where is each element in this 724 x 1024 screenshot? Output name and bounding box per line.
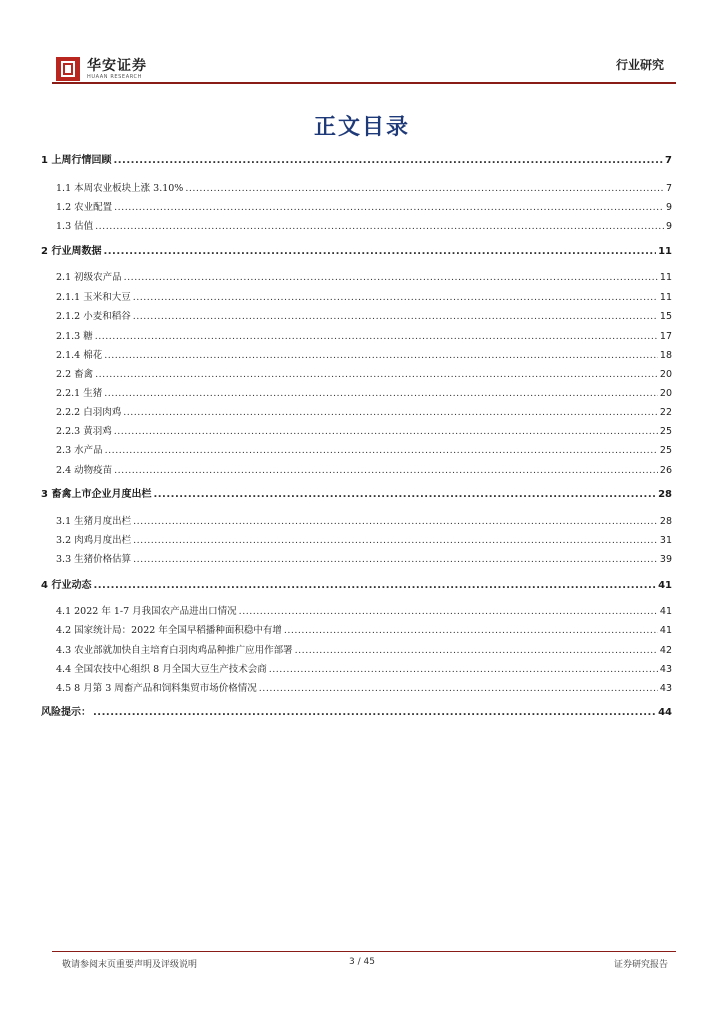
toc-dot-leader: [153, 489, 656, 500]
toc-entry-label: 风险提示：: [41, 707, 91, 718]
toc-page-number: 11: [659, 272, 672, 283]
company-logo: [56, 57, 147, 81]
toc-section-entry[interactable]: [41, 702, 672, 718]
toc-subsection-entry[interactable]: [41, 421, 672, 437]
toc-page-number: 31: [659, 535, 672, 546]
toc-entry-label: 2.4 动物疫苗: [56, 465, 113, 476]
toc-entry-label: 1.2 农业配置: [56, 202, 113, 213]
toc-dot-leader: [133, 292, 658, 303]
toc-dot-leader: [185, 183, 664, 194]
toc-entry-label: 2.2.1 生猪: [56, 388, 103, 399]
toc-entry-label: 2.1.3 糖: [56, 331, 93, 342]
toc-dot-leader: [239, 606, 658, 617]
toc-page-number: 41: [659, 606, 672, 617]
toc-dot-leader: [114, 465, 658, 476]
toc-dot-leader: [113, 155, 663, 166]
toc-subsection-entry[interactable]: [41, 620, 672, 636]
toc-subsection-entry[interactable]: [41, 364, 672, 380]
toc-page-number: 15: [659, 311, 672, 322]
toc-subsection-entry[interactable]: [41, 530, 672, 546]
toc-subsection-entry[interactable]: [41, 306, 672, 322]
toc-dot-leader: [259, 683, 658, 694]
toc-entry-label: 3.2 肉鸡月度出栏: [56, 535, 132, 546]
toc-dot-leader: [133, 535, 658, 546]
toc-page-number: 41: [659, 625, 672, 636]
toc-dot-leader: [105, 445, 658, 456]
toc-page-number: 7: [665, 183, 672, 194]
toc-page-number: 11: [658, 246, 672, 257]
toc-subsection-entry[interactable]: [41, 440, 672, 456]
brand-name-cn: 华安证券: [87, 57, 147, 74]
toc-entry-label: 2.1.1 玉米和大豆: [56, 292, 131, 303]
toc-subsection-entry[interactable]: [41, 345, 672, 361]
brand-text: [87, 58, 147, 81]
toc-subsection-entry[interactable]: [41, 549, 672, 565]
toc-entry-label: 1.1 本周农业板块上涨 3.10%: [56, 183, 184, 194]
toc-dot-leader: [104, 350, 658, 361]
toc-page-number: 11: [659, 292, 672, 303]
toc-dot-leader: [95, 221, 664, 232]
toc-entry-label: 3.1 生猪月度出栏: [56, 516, 132, 527]
toc-section-entry[interactable]: [41, 575, 672, 591]
toc-subsection-entry[interactable]: [41, 659, 672, 675]
toc-page-number: 20: [659, 369, 672, 380]
toc-entry-label: 3 畜禽上市企业月度出栏: [41, 489, 152, 500]
toc-page-number: 25: [659, 426, 672, 437]
toc-dot-leader: [269, 664, 658, 675]
toc-page-number: 42: [659, 645, 672, 656]
toc-dot-leader: [93, 580, 656, 591]
header-divider: [52, 82, 676, 84]
toc-page-number: 18: [659, 350, 672, 361]
toc-section-entry[interactable]: [41, 150, 672, 166]
footer-doc-type: 证券研究报告: [613, 960, 668, 970]
toc-page-number: 9: [665, 202, 672, 213]
toc-subsection-entry[interactable]: [41, 287, 672, 303]
toc-page-number: 39: [659, 554, 672, 565]
toc-entry-label: 4.4 全国农技中心组织 8 月全国大豆生产技术会商: [56, 664, 267, 675]
toc-entry-label: 2.1.4 棉花: [56, 350, 103, 361]
toc-entry-label: 4 行业动态: [41, 580, 92, 591]
toc-page-number: 43: [659, 664, 672, 675]
toc-entry-label: 4.3 农业部就加快自主培育白羽肉鸡品种推广应用作部署: [56, 645, 293, 656]
toc-page-number: 7: [665, 155, 672, 166]
toc-subsection-entry[interactable]: [41, 460, 672, 476]
toc-entry-label: 2.2.3 黄羽鸡: [56, 426, 112, 437]
toc-page-number: 25: [659, 445, 672, 456]
toc-page-number: 28: [659, 516, 672, 527]
toc-page-number: 26: [659, 465, 672, 476]
toc-entry-label: 4.1 2022 年 1-7 月我国农产品进出口情况: [56, 606, 237, 617]
toc-dot-leader: [124, 272, 658, 283]
toc-dot-leader: [114, 202, 664, 213]
toc-page-number: 22: [659, 407, 672, 418]
toc-page-number: 28: [658, 489, 672, 500]
toc-entry-label: 2.1 初级农产品: [56, 272, 122, 283]
huaan-seal-icon: [56, 57, 80, 81]
toc-page-number: 41: [658, 580, 672, 591]
toc-subsection-entry[interactable]: [41, 383, 672, 399]
toc-page-number: 9: [665, 221, 672, 232]
toc-subsection-entry[interactable]: [41, 640, 672, 656]
toc-dot-leader: [103, 246, 656, 257]
toc-dot-leader: [104, 388, 658, 399]
toc-subsection-entry[interactable]: [41, 511, 672, 527]
toc-entry-label: 3.3 生猪价格估算: [56, 554, 132, 565]
toc-page-number: 44: [658, 707, 672, 718]
toc-subsection-entry[interactable]: [41, 601, 672, 617]
toc-subsection-entry[interactable]: [41, 178, 672, 194]
toc-dot-leader: [114, 426, 658, 437]
toc-entry-label: 2.2 畜禽: [56, 369, 94, 380]
toc-dot-leader: [133, 516, 658, 527]
toc-dot-leader: [93, 707, 656, 718]
toc-section-entry[interactable]: [41, 241, 672, 257]
toc-entry-label: 1 上周行情回顾: [41, 155, 112, 166]
toc-subsection-entry[interactable]: [41, 678, 672, 694]
brand-name-en: HUAAN RESEARCH: [87, 73, 142, 80]
toc-subsection-entry[interactable]: [41, 267, 672, 283]
page-indicator: 3 / 45: [349, 957, 375, 967]
toc-subsection-entry[interactable]: [41, 197, 672, 213]
toc-page-number: 20: [659, 388, 672, 399]
toc-entry-label: 1.3 估值: [56, 221, 94, 232]
toc-subsection-entry[interactable]: [41, 216, 672, 232]
toc-subsection-entry[interactable]: [41, 326, 672, 342]
report-category: 行业研究: [615, 58, 664, 72]
toc-dot-leader: [284, 625, 658, 636]
toc-dot-leader: [133, 554, 658, 565]
toc-page-number: 17: [659, 331, 672, 342]
page-title: 正文目录: [313, 115, 410, 140]
toc-entry-label: 4.5 8 月第 3 周畜产品和饲料集贸市场价格情况: [56, 683, 257, 694]
toc-dot-leader: [95, 331, 658, 342]
toc-dot-leader: [123, 407, 658, 418]
footer-disclaimer: 敬请参阅末页重要声明及评级说明: [62, 960, 198, 970]
toc-dot-leader: [295, 645, 658, 656]
toc-section-entry[interactable]: [41, 484, 672, 500]
toc-entry-label: 2.1.2 小麦和稻谷: [56, 311, 131, 322]
toc-entry-label: 2.3 水产品: [56, 445, 103, 456]
toc-dot-leader: [95, 369, 658, 380]
toc-entry-label: 4.2 国家统计局：2022 年全国早稻播种面积稳中有增: [56, 625, 282, 636]
toc-dot-leader: [133, 311, 658, 322]
toc-entry-label: 2.2.2 白羽肉鸡: [56, 407, 122, 418]
toc-page-number: 43: [659, 683, 672, 694]
toc-entry-label: 2 行业周数据: [41, 246, 102, 257]
toc-subsection-entry[interactable]: [41, 402, 672, 418]
footer-divider: [52, 951, 676, 952]
